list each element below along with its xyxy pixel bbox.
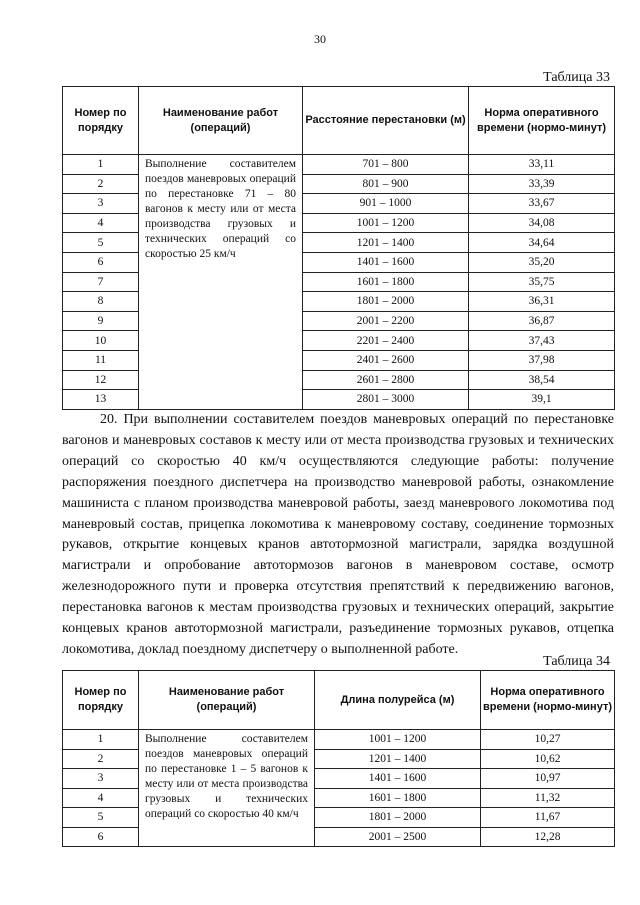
row-number: 2 [63, 174, 139, 194]
paragraph-20: 20. При выполнении составителем поездов маневровых операций по перестановке вагонов и маневровых составов к месту или от места производства грузовых и технических операций со скоростью 40 км/ч осуществляются следующие работы: получение распоряжения поездного диспетчера на производство маневровой работы, ознакомление машиниста с планом производства маневровой работы, заезд маневрового локомотива под маневровый состав, прицепка локомотива к маневровому составу, соединение тормозных рукавов, открытие концевых кранов автотормозной магистрали, зарядка воздушной магистрали и опробование автотормозов вагонов в маневровом составе, осмотр железнодорожного пути и проверка отсутствия препятствий к передвижению вагонов, перестановка вагонов к местам производства грузовых и технических операций, закрытие концевых кранов автотормозной магистрали, разъединение тормозных рукавов, отцепка локомотива, доклад поездному диспетчеру о выполненной работе. [62, 412, 614, 657]
norm-time-value: 10,27 [481, 730, 615, 750]
distance-range: 2001 – 2500 [315, 827, 481, 847]
row-number: 1 [63, 730, 139, 750]
row-number: 12 [63, 370, 139, 390]
row-number: 8 [63, 292, 139, 312]
row-number: 11 [63, 350, 139, 370]
table-row [63, 155, 615, 175]
norm-time-value: 11,67 [481, 808, 615, 828]
header-number: Номер по порядку [63, 87, 139, 155]
header-distance: Расстояние перестановки (м) [303, 87, 469, 155]
operation-description: Выполнение составителем поездов маневровых операций по перестановке 71 – 80 вагонов к месту или от места производства грузовых и технических операций со скоростью 25 км/ч [139, 155, 303, 410]
operation-description: Выполнение составителем поездов маневровых операций по перестановке 1 – 5 вагонов к месту или от места производства грузовых и технических операций со скоростью 40 км/ч [139, 730, 315, 847]
distance-range: 1801 – 2000 [315, 808, 481, 828]
norm-time-value: 33,11 [469, 155, 615, 175]
header-norm-time: Норма оперативного времени (нормо-минут) [469, 87, 615, 155]
norm-time-value: 33,39 [469, 174, 615, 194]
distance-range: 1601 – 1800 [303, 272, 469, 292]
row-number: 9 [63, 311, 139, 331]
norm-time-value: 34,08 [469, 213, 615, 233]
distance-range: 1801 – 2000 [303, 292, 469, 312]
norm-time-value: 37,43 [469, 331, 615, 351]
row-number: 5 [63, 233, 139, 253]
norm-time-value: 12,28 [481, 827, 615, 847]
row-number: 13 [63, 390, 139, 410]
norm-time-value: 37,98 [469, 350, 615, 370]
distance-range: 901 – 1000 [303, 194, 469, 214]
norm-time-value: 34,64 [469, 233, 615, 253]
table-33 [62, 86, 615, 410]
row-number: 4 [63, 213, 139, 233]
row-number: 6 [63, 252, 139, 272]
distance-range: 801 – 900 [303, 174, 469, 194]
distance-range: 1201 – 1400 [315, 749, 481, 769]
distance-range: 2601 – 2800 [303, 370, 469, 390]
norm-time-value: 36,87 [469, 311, 615, 331]
norm-time-value: 38,54 [469, 370, 615, 390]
row-number: 3 [63, 769, 139, 789]
norm-time-value: 10,62 [481, 749, 615, 769]
table-row [63, 730, 615, 750]
distance-range: 1201 – 1400 [303, 233, 469, 253]
table-33-caption: Таблица 33 [543, 70, 610, 85]
header-norm-time: Норма оперативного времени (нормо-минут) [481, 671, 615, 730]
header-half-run-length: Длина полурейса (м) [315, 671, 481, 730]
distance-range: 2401 – 2600 [303, 350, 469, 370]
norm-time-value: 33,67 [469, 194, 615, 214]
distance-range: 1401 – 1600 [303, 252, 469, 272]
row-number: 10 [63, 331, 139, 351]
table-34 [62, 670, 615, 847]
distance-range: 2201 – 2400 [303, 331, 469, 351]
distance-range: 1601 – 1800 [315, 788, 481, 808]
row-number: 2 [63, 749, 139, 769]
header-operation: Наименование работ (операций) [139, 671, 315, 730]
distance-range: 2801 – 3000 [303, 390, 469, 410]
norm-time-value: 36,31 [469, 292, 615, 312]
header-operation: Наименование работ (операций) [139, 87, 303, 155]
norm-time-value: 35,20 [469, 252, 615, 272]
norm-time-value: 11,32 [481, 788, 615, 808]
distance-range: 2001 – 2200 [303, 311, 469, 331]
row-number: 3 [63, 194, 139, 214]
distance-range: 701 – 800 [303, 155, 469, 175]
row-number: 1 [63, 155, 139, 175]
distance-range: 1001 – 1200 [315, 730, 481, 750]
header-number: Номер по порядку [63, 671, 139, 730]
norm-time-value: 35,75 [469, 272, 615, 292]
row-number: 6 [63, 827, 139, 847]
table-34-caption: Таблица 34 [543, 654, 610, 669]
norm-time-value: 10,97 [481, 769, 615, 789]
distance-range: 1001 – 1200 [303, 213, 469, 233]
page-number: 30 [314, 32, 326, 46]
distance-range: 1401 – 1600 [315, 769, 481, 789]
row-number: 5 [63, 808, 139, 828]
norm-time-value: 39,1 [469, 390, 615, 410]
row-number: 4 [63, 788, 139, 808]
row-number: 7 [63, 272, 139, 292]
